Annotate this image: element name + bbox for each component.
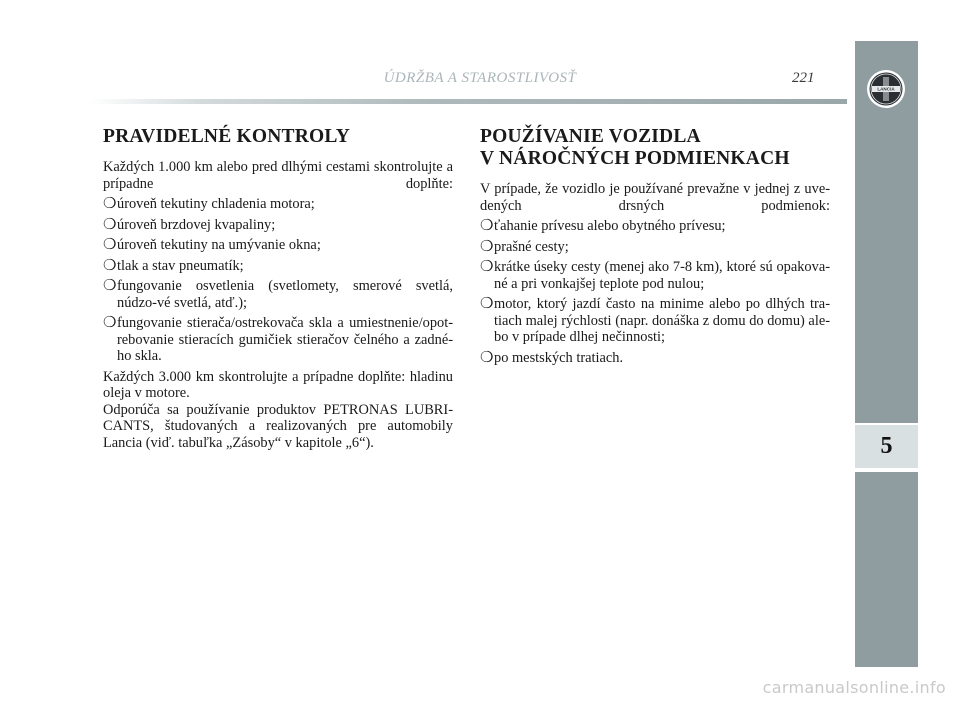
header-rule bbox=[90, 99, 847, 104]
circle-bullet-icon: ❍ bbox=[103, 216, 117, 233]
list-item: ❍ fungovanie stierača/ostrekovača skla a umiestnenie/opot-rebovanie stieracích gumičiek stieračov čelného a zadné-ho skla. bbox=[103, 315, 453, 364]
circle-bullet-icon: ❍ bbox=[103, 257, 117, 274]
circle-bullet-icon: ❍ bbox=[103, 315, 117, 331]
list-item: ❍ krátke úseky cesty (menej ako 7-8 km), ktoré sú opakova-né a pri vonkajšej teplote pod nulou; bbox=[480, 259, 830, 292]
list-item: ❍ fungovanie osvetlenia (svetlomety, smerové svetlá, núdzo-vé svetlá, atď.); bbox=[103, 278, 453, 311]
sidebar-bottom bbox=[855, 472, 918, 667]
section-title: ÚDRŽBA A STAROSTLIVOSŤ bbox=[383, 70, 577, 86]
circle-bullet-icon: ❍ bbox=[480, 296, 494, 312]
right-intro: V prípade, že vozidlo je používané prevažne v jednej z uve-dených drsných podmienok: bbox=[480, 181, 830, 214]
logo-text: LANCIA bbox=[877, 86, 895, 92]
page-number: 221 bbox=[792, 70, 815, 86]
oil-check-paragraph: Každých 3.000 km skontrolujte a prípadne doplňte: hladinu oleja v motore. bbox=[103, 368, 453, 401]
circle-bullet-icon: ❍ bbox=[480, 259, 494, 275]
list-item: ❍ úroveň tekutiny na umývanie okna; bbox=[103, 237, 321, 253]
right-column bbox=[480, 126, 830, 370]
lancia-logo-icon bbox=[866, 69, 906, 109]
right-heading-line2: V NÁROČNÝCH PODMIENKACH bbox=[480, 148, 790, 169]
circle-bullet-icon: ❍ bbox=[480, 218, 494, 234]
right-heading bbox=[480, 126, 830, 170]
circle-bullet-icon: ❍ bbox=[480, 349, 494, 366]
list-item: ❍ motor, ktorý jazdí často na minime alebo po dlhých tra-tiach malej rýchlosti (napr. donáška z domu do domu) ale-bo v prípade dlhej nečinnosti; bbox=[480, 296, 830, 345]
chapter-number: 5 bbox=[880, 433, 893, 459]
list-item: ❍ po mestských tratiach. bbox=[480, 349, 624, 366]
left-heading: PRAVIDELNÉ KONTROLY bbox=[103, 126, 351, 147]
left-column bbox=[103, 126, 453, 451]
list-item: ❍ úroveň brzdovej kvapaliny; bbox=[103, 216, 276, 233]
watermark: carmanualsonline.info bbox=[762, 678, 946, 697]
products-paragraph: Odporúča sa používanie produktov PETRONAS LUBRI-CANTS, študovaných a realizovaných pre automobily Lancia (viď. tabuľka „Zásoby“ v kapitole „6“). bbox=[103, 401, 453, 451]
list-item: ❍ tlak a stav pneumatík; bbox=[103, 257, 244, 274]
checklist bbox=[103, 196, 453, 365]
conditions-list bbox=[480, 218, 830, 366]
left-intro: Každých 1.000 km alebo pred dlhými cestami skontrolujte a prípadne doplňte: bbox=[103, 159, 453, 192]
circle-bullet-icon: ❍ bbox=[103, 278, 117, 294]
list-item: ❍ prašné cesty; bbox=[480, 238, 569, 255]
chapter-tab[interactable] bbox=[855, 425, 918, 468]
right-heading-line1: POUŽÍVANIE VOZIDLA bbox=[480, 126, 701, 147]
circle-bullet-icon: ❍ bbox=[480, 238, 494, 255]
circle-bullet-icon: ❍ bbox=[103, 237, 117, 253]
circle-bullet-icon: ❍ bbox=[103, 196, 117, 212]
list-item: ❍ úroveň tekutiny chladenia motora; bbox=[103, 196, 315, 212]
list-item: ❍ ťahanie prívesu alebo obytného prívesu; bbox=[480, 218, 726, 234]
